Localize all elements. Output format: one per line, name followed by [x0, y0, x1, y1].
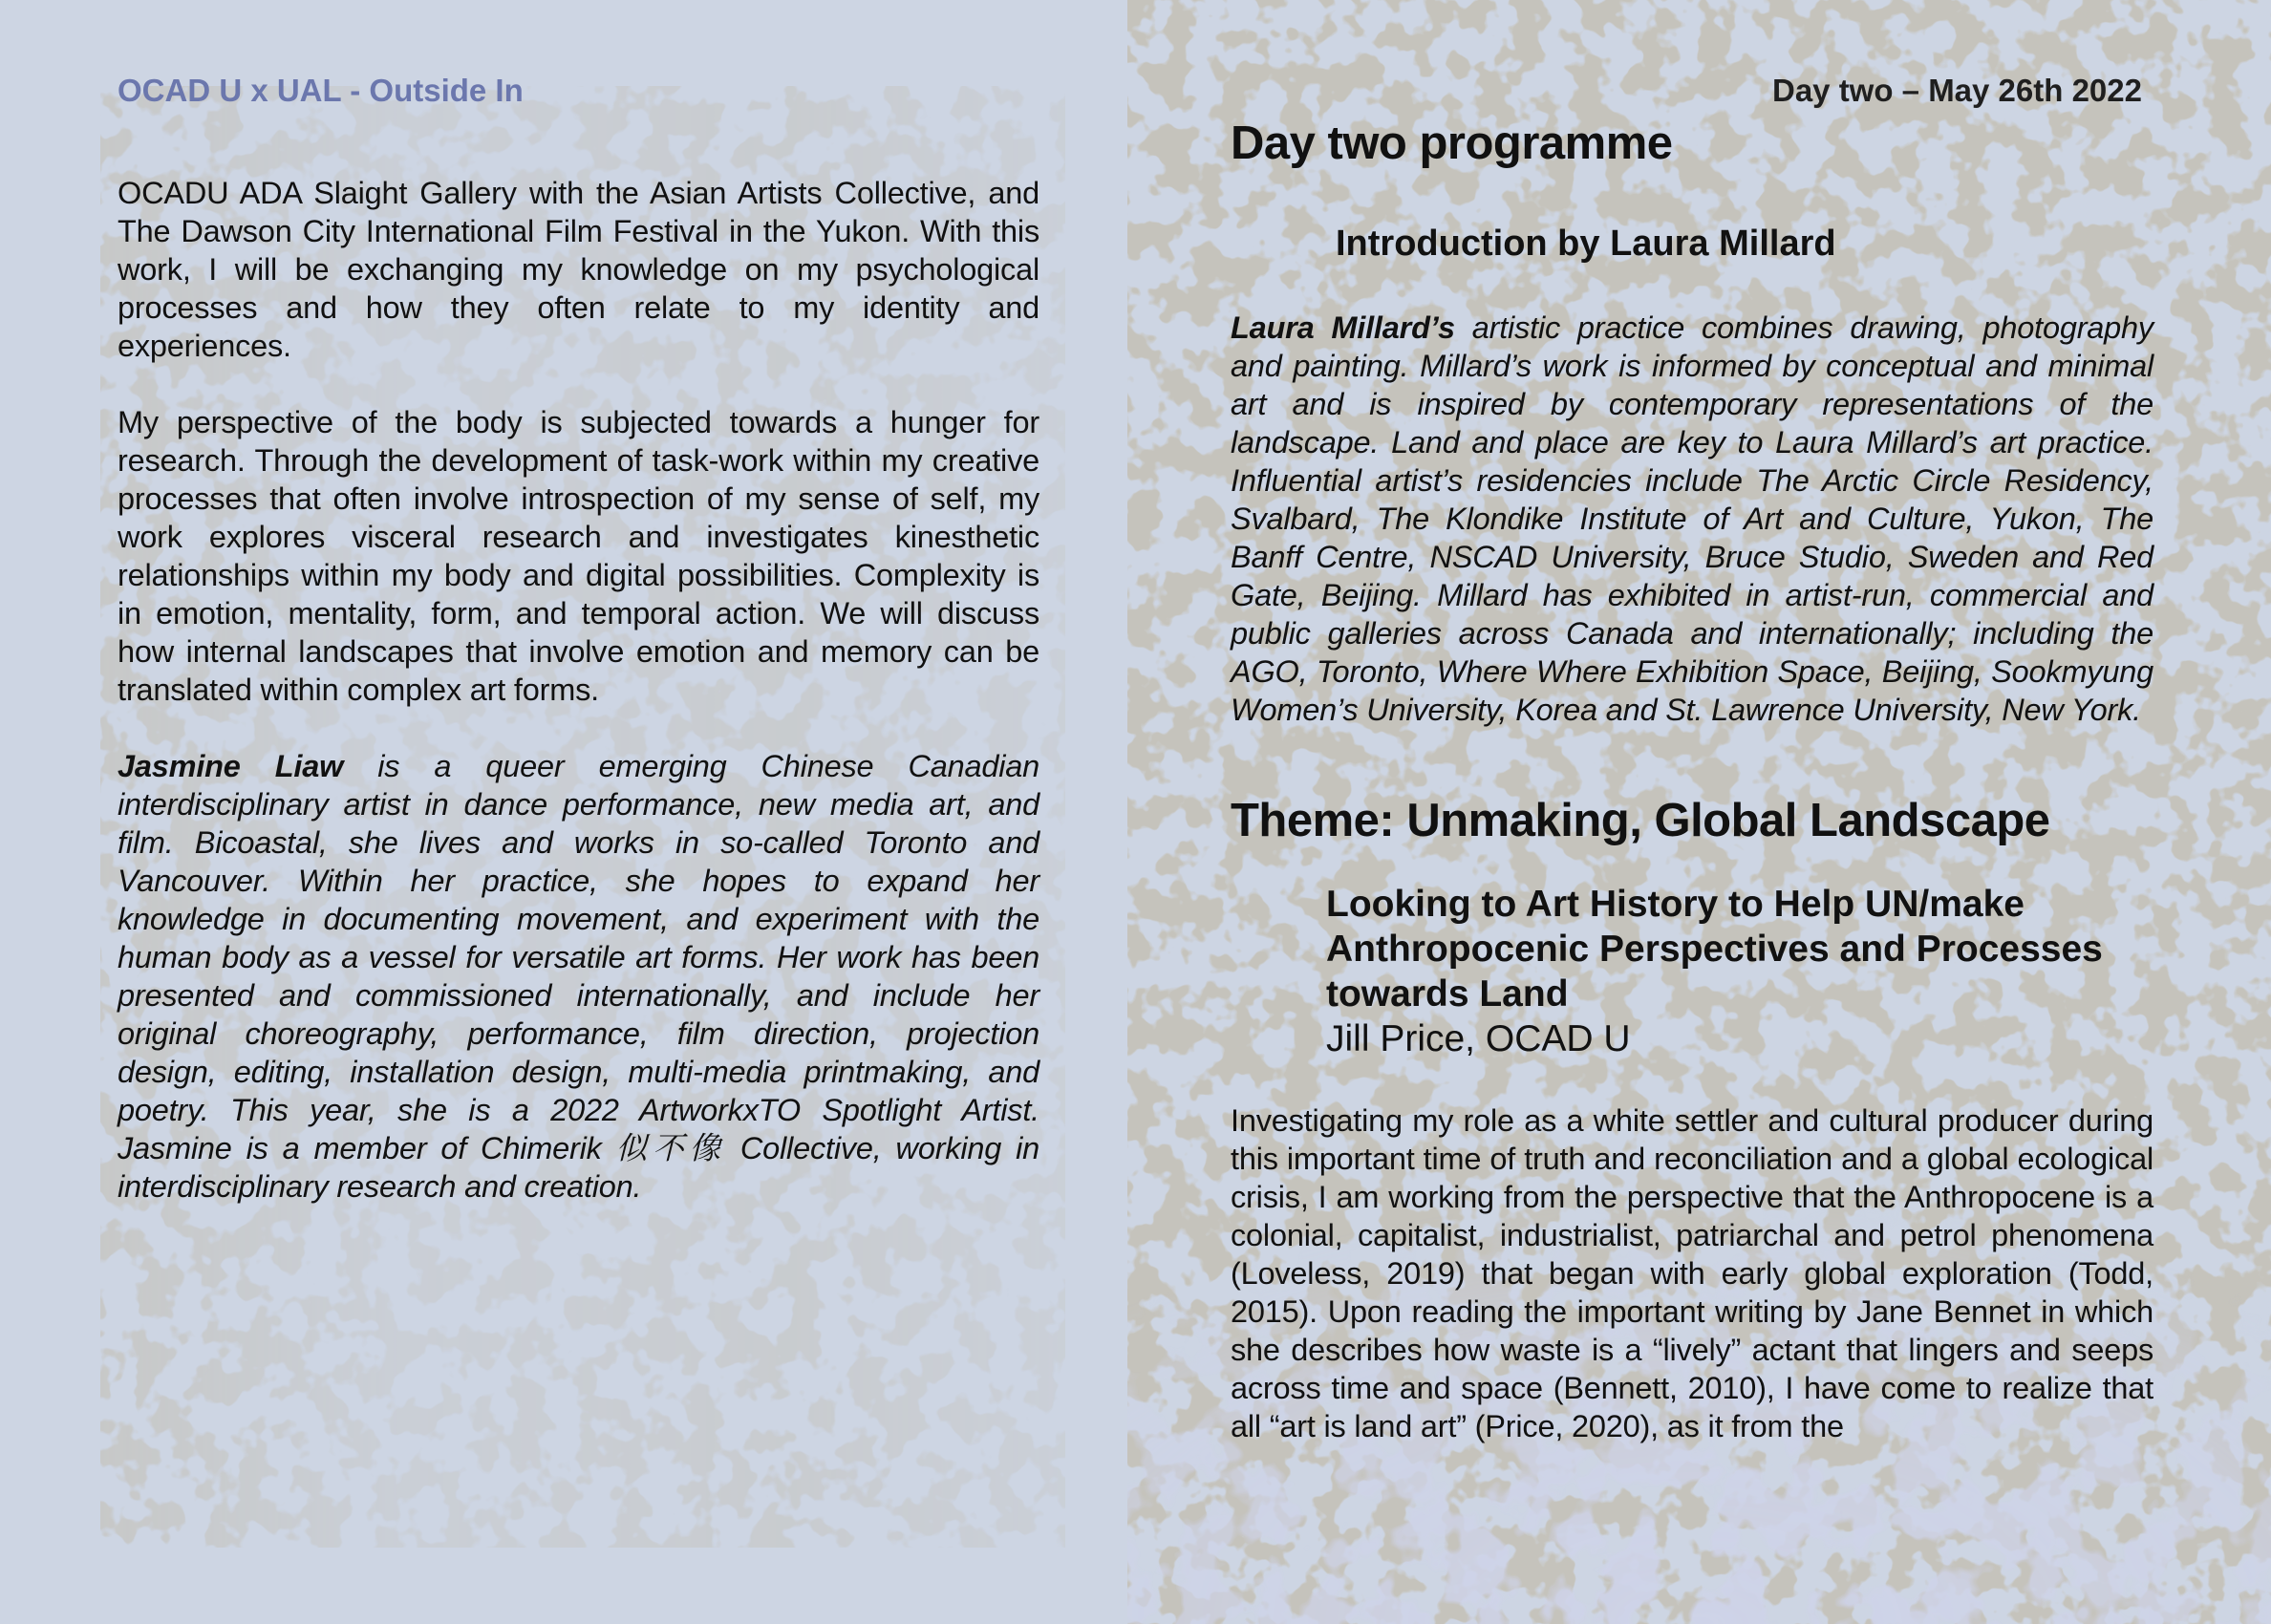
right-text-column [1231, 117, 2153, 1484]
right-page [1127, 0, 2271, 1624]
millard-name: Laura Millard’s [1231, 310, 1455, 345]
intro-heading: Introduction by Laura Millard [1336, 224, 1836, 264]
millard-bio [1231, 309, 2153, 729]
publication-header: OCAD U x UAL - Outside In [118, 73, 524, 108]
page-title: Day two programme [1231, 118, 1673, 169]
artist-bio [118, 747, 1039, 1206]
paragraph-perspective: My perspective of the body is subjected towards a hunger for research. Through the development of task-work within my creative processes that often involve introspection of my sense of self, my work explores visceral research and investigates kinesthetic relationships within my body and digital possibilities. Complexity is in emotion, mentality, form, and temporal action. We will discuss how internal landscapes that involve emotion and memory can be translated within complex art forms. [118, 405, 1039, 707]
date-header: Day two – May 26th 2022 [1771, 73, 2142, 108]
millard-bio-text: artistic practice combines drawing, photography and painting. Millard’s work is informed by conceptual and minimal art and is inspired by contemporary representations of the landscape. Land and place are key to Laura Millard’s art practice. Influential artist’s residencies include The Arctic Circle Residency, Svalbard, The Klondike Institute of Art and Culture, Yukon, The Banff Centre, NSCAD University, Bruce Studio, Sweden and Red Gate, Beijing. Millard has exhibited in artist-run, commercial and public galleries across Canada and internationally; including the AGO, Toronto, Where Where Exhibition Space, Beijing, Sookmyung Women’s University, Korea and St. Lawrence University, New York. [1231, 310, 2153, 727]
left-page [0, 0, 1127, 1624]
theme-heading: Theme: Unmaking, Global Landscape [1231, 795, 2050, 846]
artist-name: Jasmine Liaw [118, 749, 344, 783]
talk-speaker: Jill Price, OCAD U [1326, 1018, 1631, 1059]
talk-block [1326, 882, 2119, 1061]
paragraph-gallery: OCADU ADA Slaight Gallery with the Asian Artists Collective, and The Dawson City International Film Festival in the Yukon. With this work, I will be exchanging my knowledge on my psychological processes and how they often relate to my identity and experiences. [118, 176, 1039, 363]
artist-bio-text: is a queer emerging Chinese Canadian interdisciplinary artist in dance performance, new media art, and film. Bicoastal, she lives and works in so-called Toronto and Vancouver. Within her practice, she hopes to expand her knowledge in documenting movement, and experiment with the human body as a vessel for versatile art forms. Her work has been presented and commissioned internationally, and include her original choreography, performance, film direction, projection design, editing, installation design, multi-media printmaking, and poetry. This year, she is a 2022 ArtworkxTO Spotlight Artist. Jasmine is a member of Chimerik 似不像 Collective, working in interdisciplinary research and creation. [118, 749, 1039, 1204]
left-text-column [118, 174, 1039, 1244]
talk-title: Looking to Art History to Help UN/make Anthropocenic Perspectives and Processes towards Land [1326, 884, 2103, 1015]
paragraph-investigating: Investigating my role as a white settler and cultural producer during this important time of truth and reconciliation and a global ecological crisis, I am working from the perspective that the Anthropocene is a colonial, capitalist, industrialist, patriarchal and petrol phenomena (Loveless, 2019) that began with early global exploration (Todd, 2015). Upon reading the important writing by Jane Bennet in which she describes how waste is a “lively” actant that lingers and seeps across time and space (Bennett, 2010), I have come to realize that all “art is land art” (Price, 2020), as it from the [1231, 1103, 2153, 1443]
